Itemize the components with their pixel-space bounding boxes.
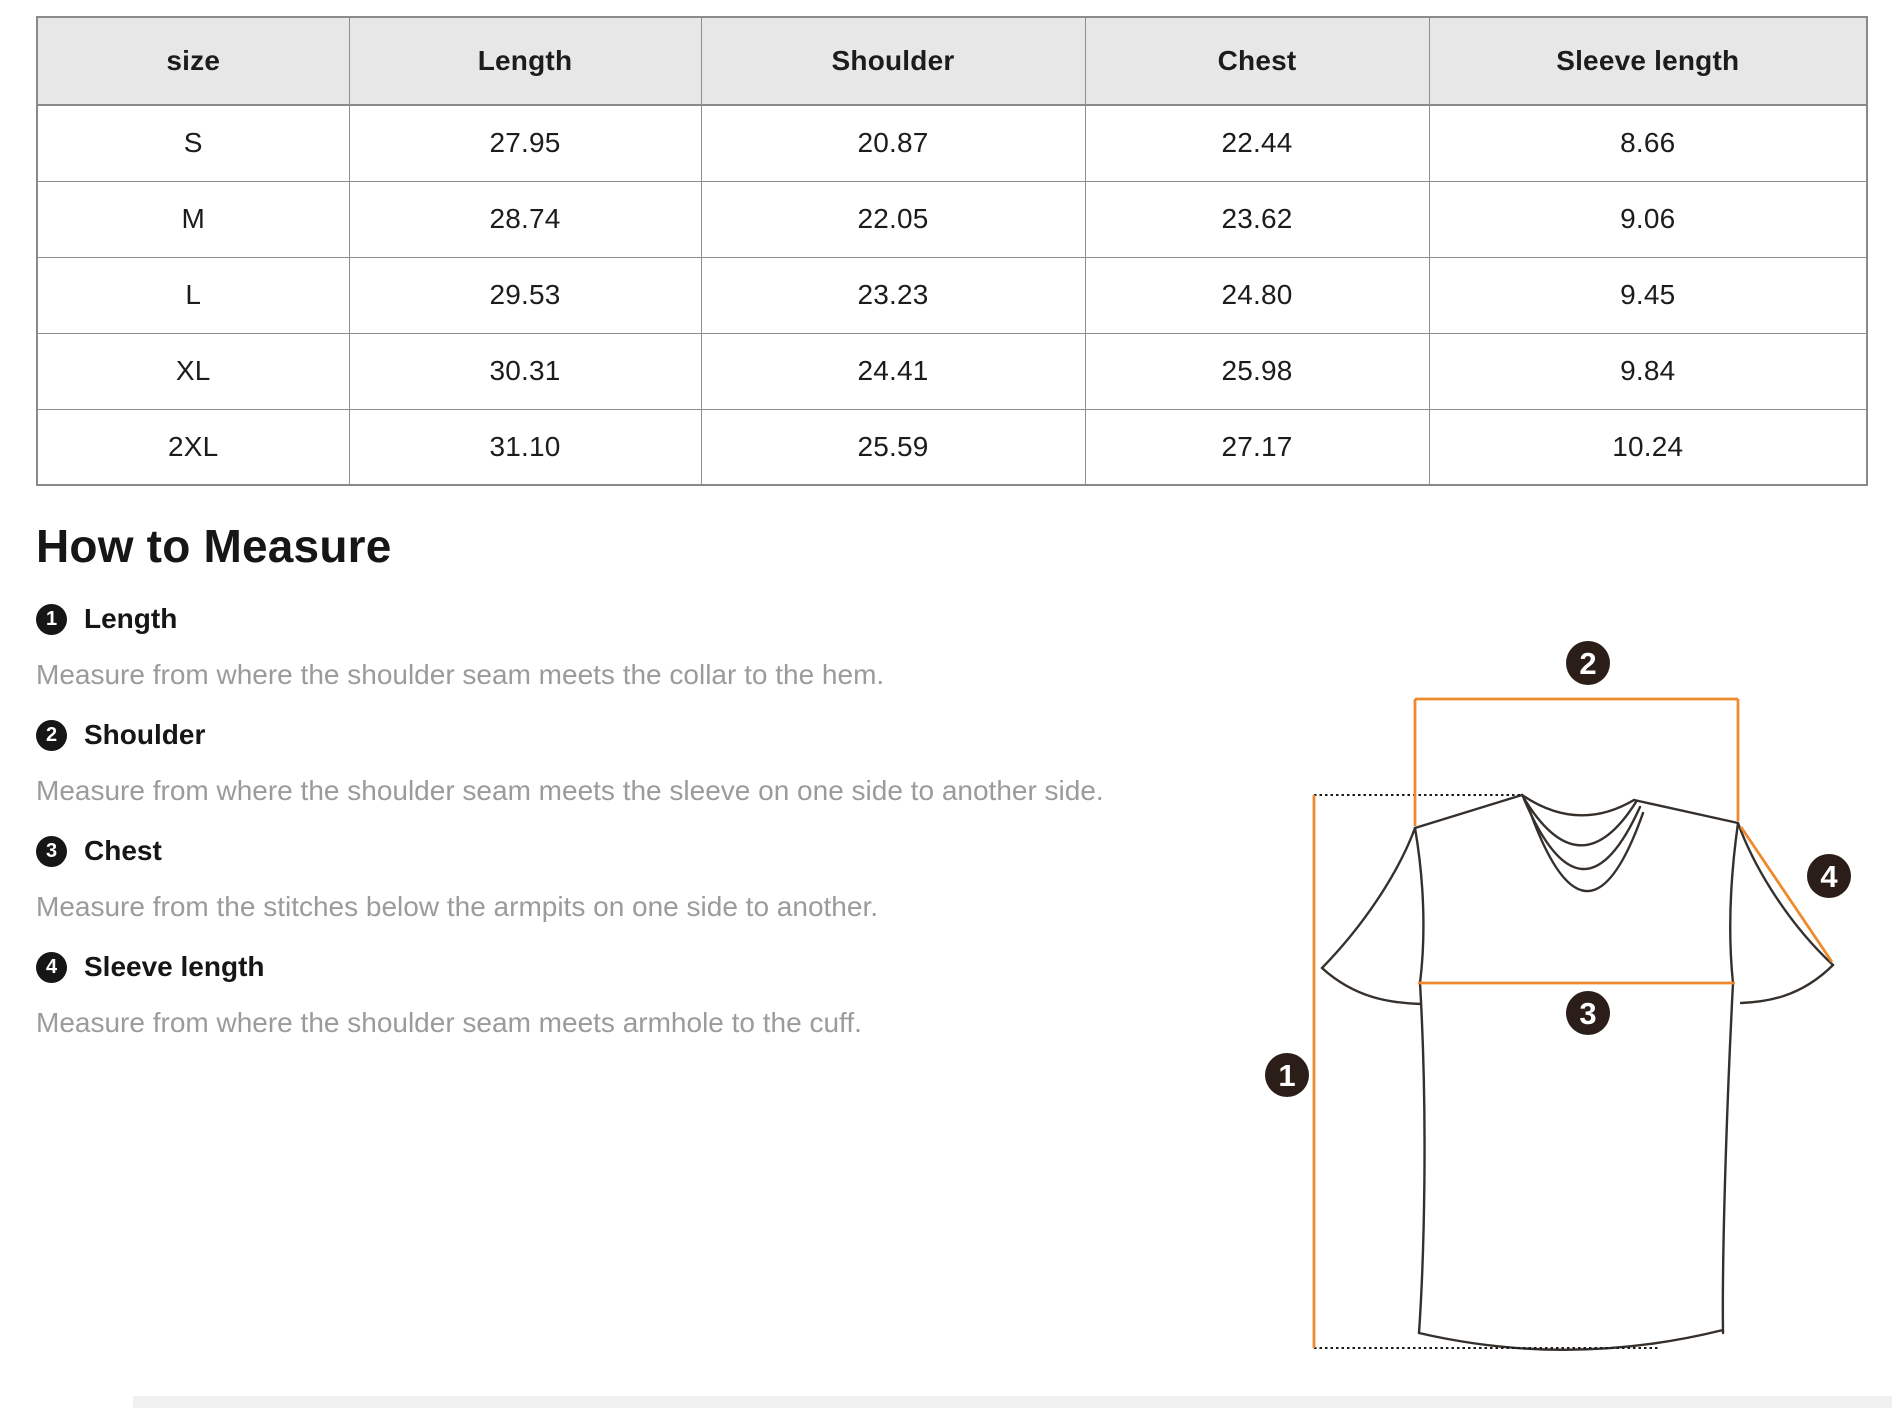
right-sleeve-cuff	[1741, 965, 1833, 1003]
cell-length: 29.53	[349, 257, 701, 333]
cell-sleeve: 9.06	[1429, 181, 1867, 257]
cell-chest: 23.62	[1085, 181, 1429, 257]
cell-shoulder: 22.05	[701, 181, 1085, 257]
step-2-label: Shoulder	[84, 719, 206, 750]
cell-shoulder: 24.41	[701, 333, 1085, 409]
next-section-divider	[133, 1396, 1892, 1408]
cell-sleeve: 9.84	[1429, 333, 1867, 409]
step-1-description: Measure from where the shoulder seam meets the collar to the hem.	[36, 659, 885, 690]
step-4-header	[36, 949, 265, 985]
step-2-number-icon: 2	[36, 720, 67, 751]
cell-size: L	[37, 257, 349, 333]
cell-shoulder: 20.87	[701, 105, 1085, 181]
how-to-measure-title: How to Measure	[36, 520, 392, 572]
step-4-number-icon: 4	[36, 952, 67, 983]
hem-curve	[1419, 1330, 1723, 1350]
size-chart	[36, 16, 1866, 486]
right-sleeve-seam	[1730, 823, 1738, 983]
step-1-label: Length	[84, 603, 178, 634]
cell-shoulder: 25.59	[701, 409, 1085, 485]
size-row-s	[37, 105, 1867, 181]
step-3-label: Chest	[84, 835, 162, 866]
step-3-header	[36, 833, 162, 869]
cell-shoulder: 23.23	[701, 257, 1085, 333]
diagram-badge-2-number: 2	[1579, 646, 1597, 681]
collar-back-arc	[1522, 795, 1634, 815]
cell-length: 28.74	[349, 181, 701, 257]
size-chart-header-row	[37, 17, 1867, 105]
col-header-chest: Chest	[1085, 17, 1429, 105]
col-header-length: Length	[349, 17, 701, 105]
cell-size: M	[37, 181, 349, 257]
left-sleeve-cuff	[1322, 968, 1421, 1004]
body-left-edge	[1419, 983, 1425, 1333]
step-1-number-icon: 1	[36, 604, 67, 635]
cell-length: 30.31	[349, 333, 701, 409]
col-header-size: size	[37, 17, 349, 105]
step-2-header	[36, 717, 205, 753]
size-chart-table	[36, 16, 1868, 486]
diagram-badge-4-number: 4	[1820, 859, 1838, 894]
size-row-xl	[37, 333, 1867, 409]
tshirt-outline	[1322, 795, 1833, 1350]
left-sleeve-seam	[1415, 828, 1423, 983]
cell-size: XL	[37, 333, 349, 409]
step-1-header	[36, 601, 177, 637]
cell-sleeve: 10.24	[1429, 409, 1867, 485]
cell-chest: 22.44	[1085, 105, 1429, 181]
cell-length: 31.10	[349, 409, 701, 485]
cell-sleeve: 9.45	[1429, 257, 1867, 333]
cell-size: 2XL	[37, 409, 349, 485]
size-row-l	[37, 257, 1867, 333]
left-sleeve-outer-edge	[1322, 828, 1415, 968]
step-3-number-icon: 3	[36, 836, 67, 867]
cell-length: 27.95	[349, 105, 701, 181]
tshirt-diagram	[1240, 620, 1860, 1400]
step-2-description: Measure from where the shoulder seam meets the sleeve on one side to another side.	[36, 775, 1104, 806]
cell-size: S	[37, 105, 349, 181]
diagram-badge-1-number: 1	[1278, 1058, 1296, 1093]
cell-chest: 25.98	[1085, 333, 1429, 409]
size-row-2xl	[37, 409, 1867, 485]
cell-sleeve: 8.66	[1429, 105, 1867, 181]
body-right-edge	[1723, 983, 1733, 1333]
cell-chest: 27.17	[1085, 409, 1429, 485]
col-header-shoulder: Shoulder	[701, 17, 1085, 105]
size-row-m	[37, 181, 1867, 257]
step-4-description: Measure from where the shoulder seam meets armhole to the cuff.	[36, 1007, 862, 1038]
diagram-badge-3-number: 3	[1579, 996, 1597, 1031]
step-3-description: Measure from the stitches below the armpits on one side to another.	[36, 891, 879, 922]
step-4-label: Sleeve length	[84, 951, 265, 982]
cell-chest: 24.80	[1085, 257, 1429, 333]
col-header-sleeve-length: Sleeve length	[1429, 17, 1867, 105]
